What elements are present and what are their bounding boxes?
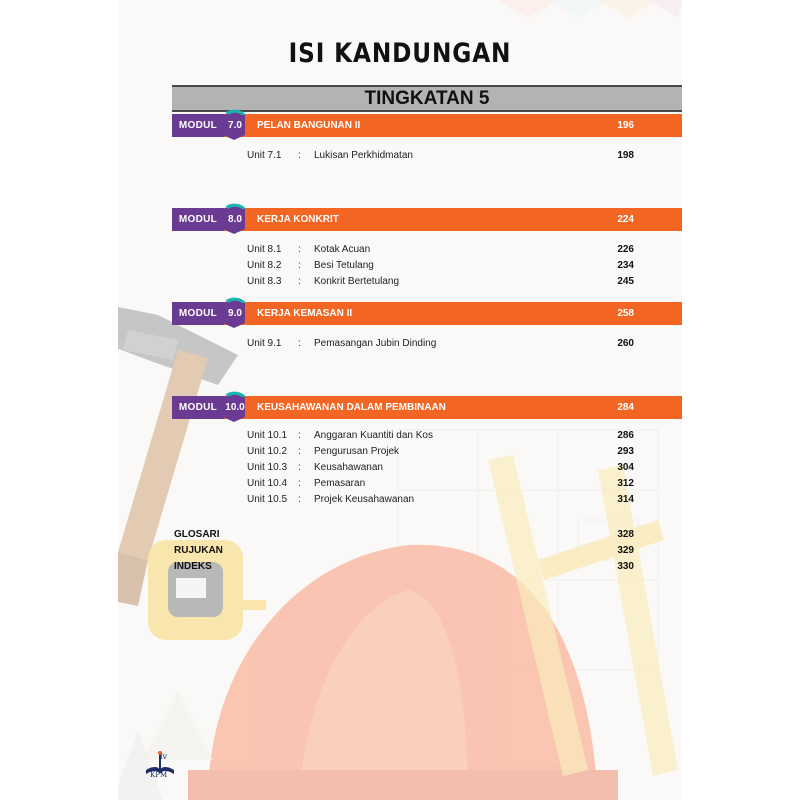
unit-page: 312 [617, 478, 634, 489]
module-number: 7.0 [228, 120, 242, 131]
unit-name: Kotak Acuan [314, 244, 371, 255]
back-matter-label: GLOSARI [174, 529, 220, 540]
unit-name: Projek Keusahawanan [314, 494, 415, 505]
back-matter-row[interactable] [0, 545, 800, 559]
module-number: 10.0 [225, 402, 245, 413]
module-tag: MODUL [172, 208, 224, 231]
unit-row[interactable] [0, 494, 800, 508]
back-matter-page: 329 [617, 545, 634, 556]
back-matter-row[interactable] [0, 529, 800, 543]
unit-separator: : [298, 276, 301, 287]
module-number: 8.0 [228, 214, 242, 225]
unit-row[interactable] [0, 276, 800, 290]
unit-page: 304 [617, 462, 634, 473]
unit-code: Unit 8.1 [247, 244, 282, 255]
unit-name: Anggaran Kuantiti dan Kos [314, 430, 433, 441]
unit-code: Unit 8.3 [247, 276, 282, 287]
publisher-label: KPM [150, 771, 168, 779]
module-title: KERJA KEMASAN II [257, 308, 353, 319]
unit-page: 226 [617, 244, 634, 255]
unit-name: Pengurusan Projek [314, 446, 400, 457]
unit-page: 198 [617, 150, 634, 161]
unit-row[interactable] [0, 338, 800, 352]
module-tag: MODUL [172, 114, 224, 137]
unit-separator: : [298, 244, 301, 255]
unit-page: 314 [617, 494, 634, 505]
unit-page: 260 [617, 338, 634, 349]
page-number: iv [160, 752, 168, 761]
unit-row[interactable] [0, 244, 800, 258]
back-matter-label: RUJUKAN [174, 545, 223, 556]
module-page: 196 [617, 120, 634, 131]
module-title: KERJA KONKRIT [257, 214, 339, 225]
module-page: 284 [617, 402, 634, 413]
unit-name: Keusahawanan [314, 462, 383, 473]
page-title: ISI KANDUNGAN [288, 38, 512, 69]
unit-name: Lukisan Perkhidmatan [314, 150, 413, 161]
module-bar-10[interactable] [172, 396, 682, 419]
unit-code: Unit 10.5 [247, 494, 288, 505]
module-bar-7[interactable] [172, 114, 682, 137]
unit-separator: : [298, 462, 301, 473]
level-label: TINGKATAN 5 [364, 88, 490, 109]
unit-row[interactable] [0, 478, 800, 492]
unit-row[interactable] [0, 462, 800, 476]
level-bar [172, 85, 682, 112]
unit-code: Unit 7.1 [247, 150, 282, 161]
unit-code: Unit 9.1 [247, 338, 282, 349]
unit-separator: : [298, 260, 301, 271]
module-title: KEUSAHAWANAN DALAM PEMBINAAN [257, 402, 446, 413]
module-page: 224 [617, 214, 634, 225]
unit-row[interactable] [0, 260, 800, 274]
unit-page: 286 [617, 430, 634, 441]
unit-row[interactable] [0, 150, 800, 164]
unit-page: 293 [617, 446, 634, 457]
unit-code: Unit 10.4 [247, 478, 288, 489]
unit-code: Unit 10.1 [247, 430, 288, 441]
module-number: 9.0 [228, 308, 242, 319]
unit-name: Besi Tetulang [314, 260, 374, 271]
unit-row[interactable] [0, 430, 800, 444]
unit-page: 245 [617, 276, 634, 287]
back-matter-row[interactable] [0, 561, 800, 575]
unit-code: Unit 10.2 [247, 446, 288, 457]
module-page: 258 [617, 308, 634, 319]
unit-code: Unit 10.3 [247, 462, 288, 473]
back-matter-label: INDEKS [174, 561, 212, 572]
unit-separator: : [298, 478, 301, 489]
unit-separator: : [298, 494, 301, 505]
unit-code: Unit 8.2 [247, 260, 282, 271]
module-tag: MODUL [172, 396, 224, 419]
back-matter-page: 330 [617, 561, 634, 572]
unit-page: 234 [617, 260, 634, 271]
unit-separator: : [298, 150, 301, 161]
back-matter-page: 328 [617, 529, 634, 540]
module-tag: MODUL [172, 302, 224, 325]
module-title: PELAN BANGUNAN II [257, 120, 361, 131]
module-bar-8[interactable] [172, 208, 682, 231]
unit-separator: : [298, 338, 301, 349]
module-bar-9[interactable] [172, 302, 682, 325]
unit-separator: : [298, 446, 301, 457]
unit-name: Konkrit Bertetulang [314, 276, 400, 287]
unit-separator: : [298, 430, 301, 441]
unit-row[interactable] [0, 446, 800, 460]
unit-name: Pemasangan Jubin Dinding [314, 338, 437, 349]
unit-name: Pemasaran [314, 478, 366, 489]
